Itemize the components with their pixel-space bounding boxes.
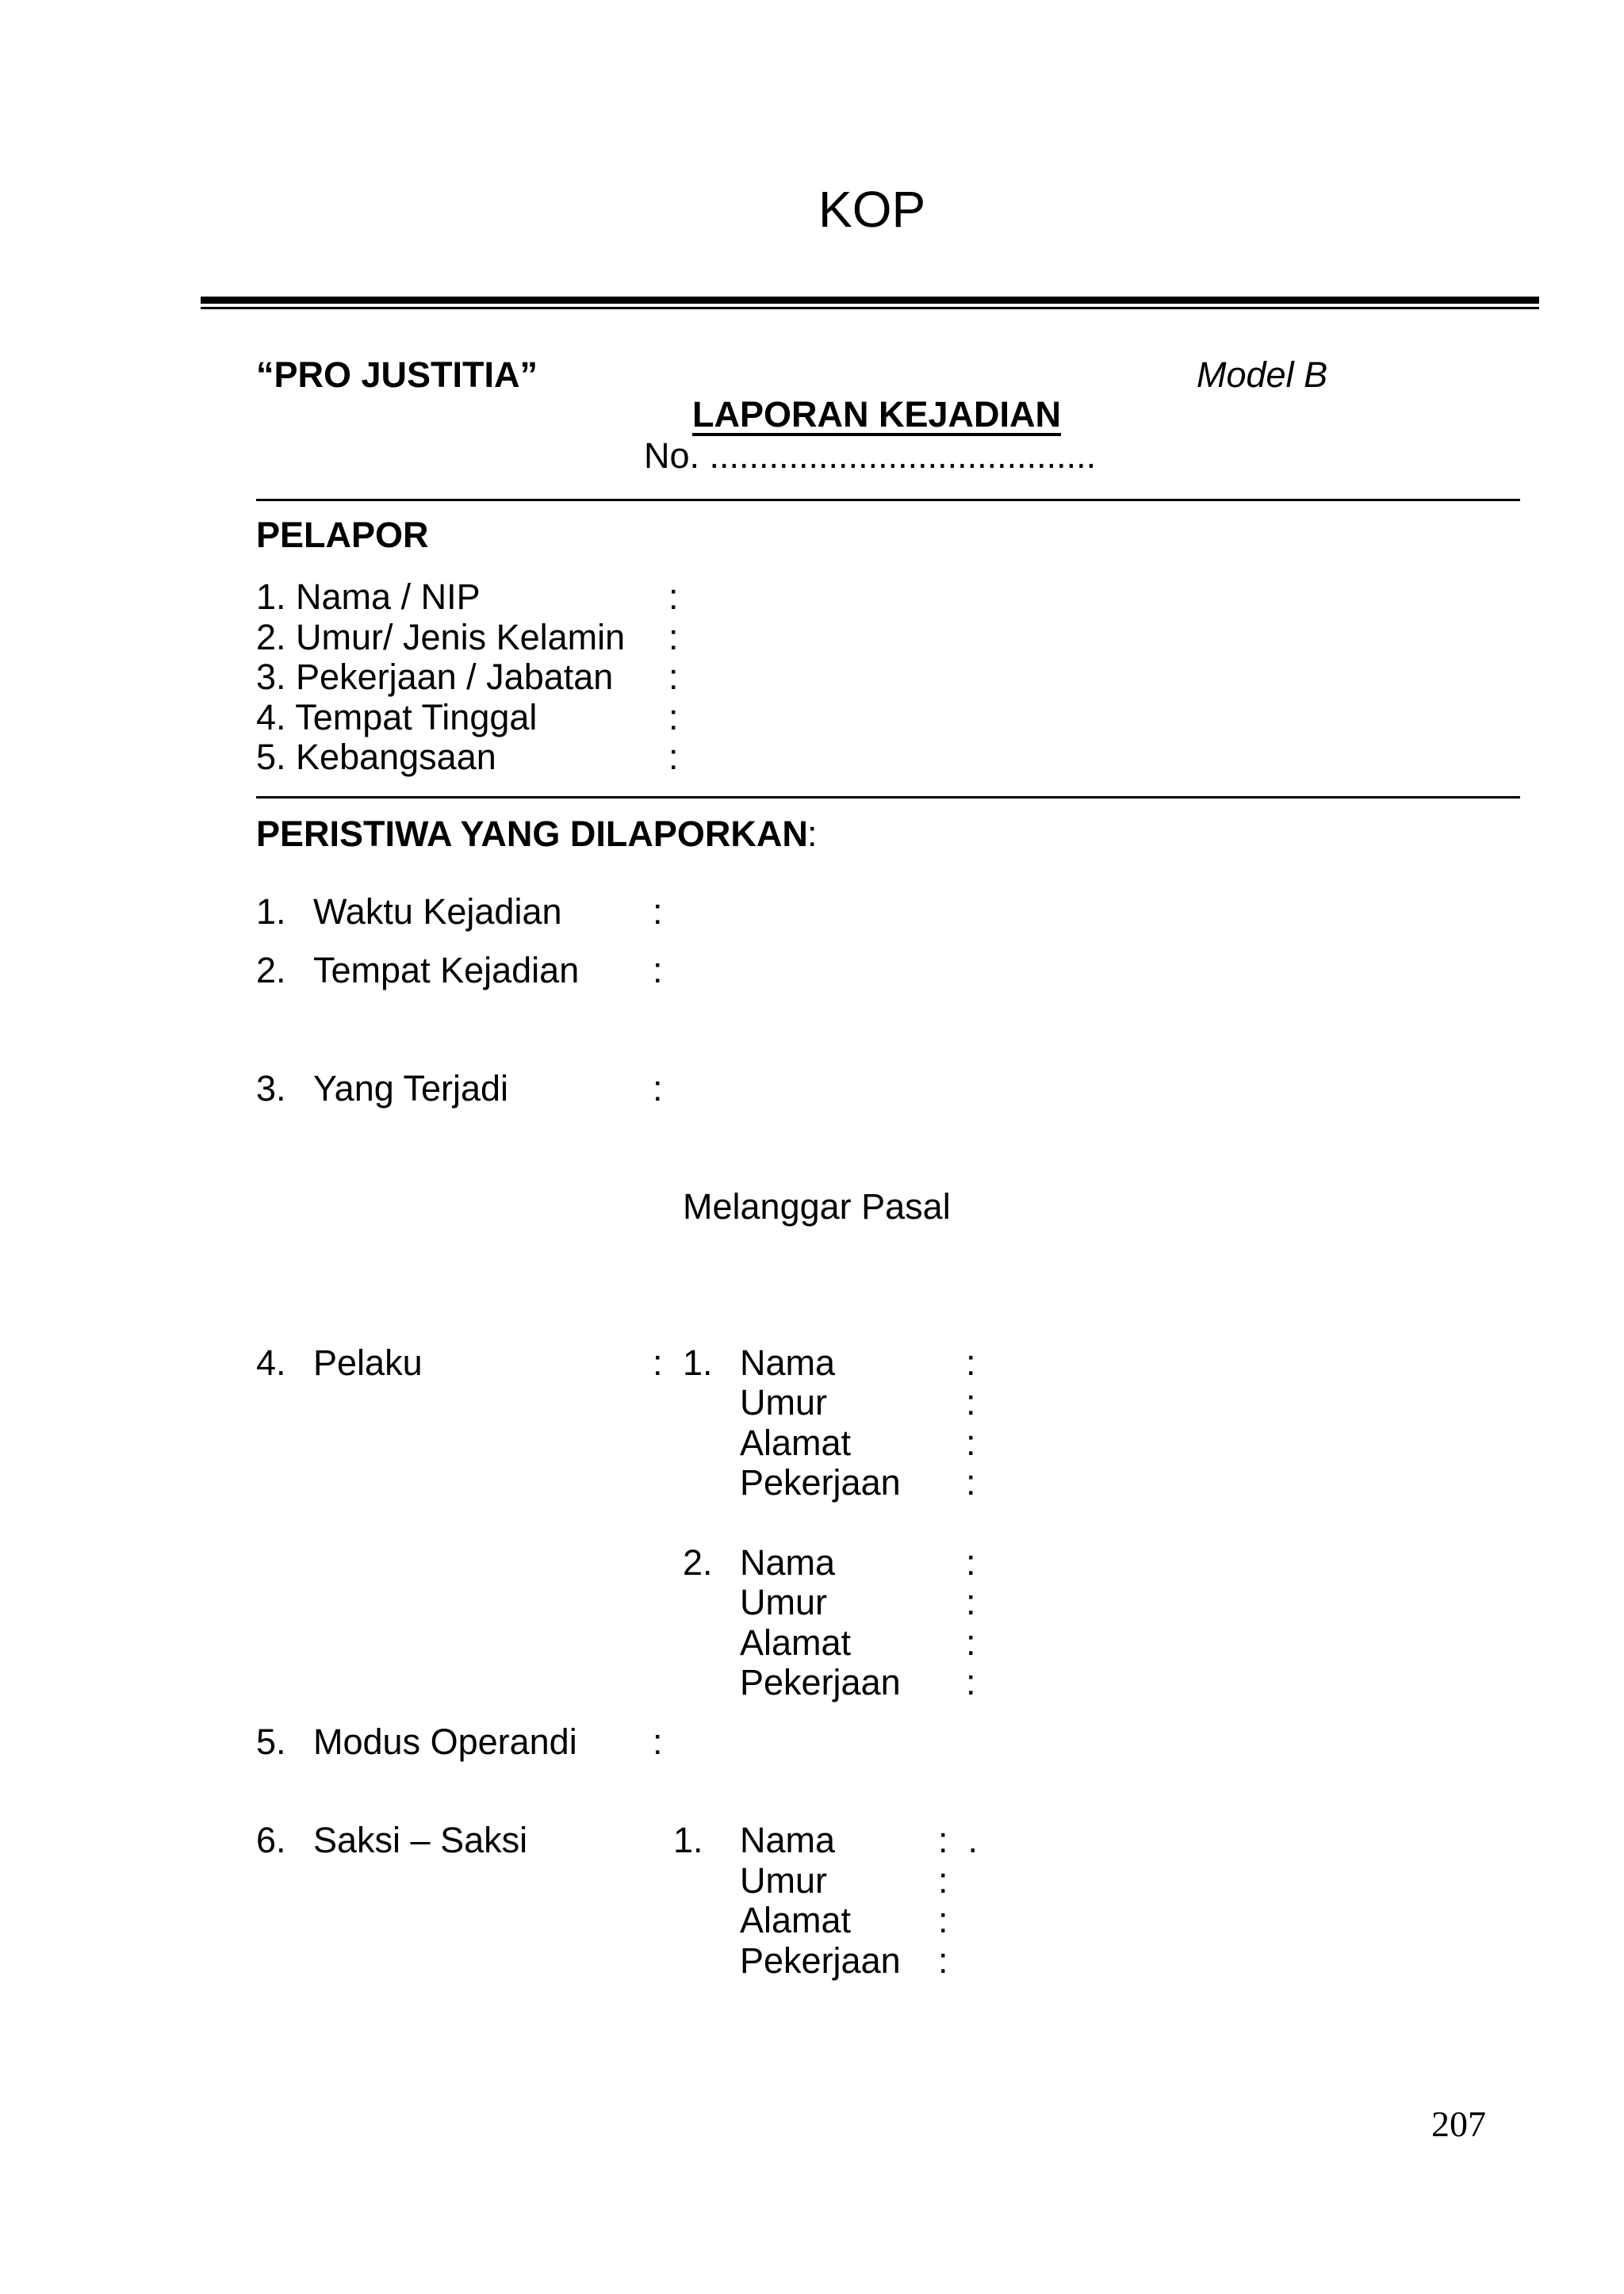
saksi-label: Saksi – Saksi xyxy=(313,1820,528,1860)
pelaku-field-label: Nama xyxy=(740,1342,836,1383)
pelaku-field-colon: : xyxy=(966,1662,976,1702)
pro-justitia-label: “PRO JUSTITIA” xyxy=(256,354,538,395)
pelaku-field-label: Alamat xyxy=(740,1423,852,1463)
peristiwa-item-label: Tempat Kejadian xyxy=(313,950,580,990)
modus-colon: : xyxy=(653,1721,663,1762)
pelaku-label: Pelaku xyxy=(313,1342,423,1383)
pelapor-item-label: 4. Tempat Tinggal xyxy=(256,697,538,737)
peristiwa-item-label: Yang Terjadi xyxy=(313,1068,509,1109)
peristiwa-item-number: 3. xyxy=(256,1068,286,1109)
saksi-field-colon: : . xyxy=(938,1820,979,1860)
saksi-person-number: 1. xyxy=(673,1820,703,1860)
pelaku-field-label: Umur xyxy=(740,1382,827,1423)
peristiwa-item-colon: : xyxy=(653,891,663,932)
pelaku-field-label: Umur xyxy=(740,1582,827,1622)
pelaku-field-label: Pekerjaan xyxy=(740,1462,901,1503)
pelaku-field-colon: : xyxy=(966,1622,976,1663)
modus-number: 5. xyxy=(256,1721,286,1762)
document-title: LAPORAN KEJADIAN xyxy=(692,394,1062,435)
peristiwa-item-number: 1. xyxy=(256,891,286,932)
peristiwa-heading: PERISTIWA YANG DILAPORKAN xyxy=(256,814,808,854)
pelaku-colon: : xyxy=(653,1342,663,1383)
saksi-field-colon: : xyxy=(938,1940,948,1981)
peristiwa-item-number: 2. xyxy=(256,950,286,990)
pelaku-field-label: Alamat xyxy=(740,1622,852,1663)
peristiwa-item-colon: : xyxy=(653,1068,663,1109)
saksi-field-label: Nama xyxy=(740,1820,836,1860)
header-rule-thick xyxy=(201,297,1539,304)
saksi-number: 6. xyxy=(256,1820,286,1860)
modus-label: Modus Operandi xyxy=(313,1721,577,1762)
melanggar-pasal-label: Melanggar Pasal xyxy=(683,1186,951,1227)
pelaku-field-label: Nama xyxy=(740,1542,836,1583)
divider-1 xyxy=(256,499,1520,501)
pelaku-number: 4. xyxy=(256,1342,286,1383)
peristiwa-item-colon: : xyxy=(653,950,663,990)
document-number: No. ....................................... xyxy=(644,435,1097,476)
pelapor-heading: PELAPOR xyxy=(256,515,429,555)
pelaku-field-colon: : xyxy=(966,1582,976,1622)
pelapor-item-label: 5. Kebangsaan xyxy=(256,737,496,777)
pelapor-item-colon: : xyxy=(668,657,679,697)
pelapor-item-colon: : xyxy=(668,617,679,657)
pelaku-field-colon: : xyxy=(966,1462,976,1503)
pelapor-item-label: 2. Umur/ Jenis Kelamin xyxy=(256,617,626,657)
saksi-field-label: Alamat xyxy=(740,1900,852,1940)
pelaku-field-colon: : xyxy=(966,1382,976,1423)
peristiwa-item-label: Waktu Kejadian xyxy=(313,891,562,932)
saksi-field-colon: : xyxy=(938,1900,948,1940)
page-number: 207 xyxy=(1431,2104,1486,2144)
saksi-field-label: Umur xyxy=(740,1860,827,1901)
saksi-field-colon: : xyxy=(938,1860,948,1901)
saksi-field-label: Pekerjaan xyxy=(740,1940,901,1981)
model-label: Model B xyxy=(1197,354,1328,395)
divider-2 xyxy=(256,796,1520,798)
pelaku-person-number: 2. xyxy=(683,1542,713,1583)
pelapor-item-label: 3. Pekerjaan / Jabatan xyxy=(256,657,614,697)
peristiwa-heading-colon: : xyxy=(807,814,818,854)
pelapor-item-colon: : xyxy=(668,576,679,617)
pelaku-field-label: Pekerjaan xyxy=(740,1662,901,1702)
pelaku-field-colon: : xyxy=(966,1342,976,1383)
pelaku-person-number: 1. xyxy=(683,1342,713,1383)
pelaku-field-colon: : xyxy=(966,1542,976,1583)
pelapor-item-label: 1. Nama / NIP xyxy=(256,576,481,617)
pelapor-item-colon: : xyxy=(668,737,679,777)
kop-placeholder: KOP xyxy=(818,181,926,238)
pelapor-item-colon: : xyxy=(668,697,679,737)
header-rule-thin xyxy=(201,307,1539,309)
pelaku-field-colon: : xyxy=(966,1423,976,1463)
